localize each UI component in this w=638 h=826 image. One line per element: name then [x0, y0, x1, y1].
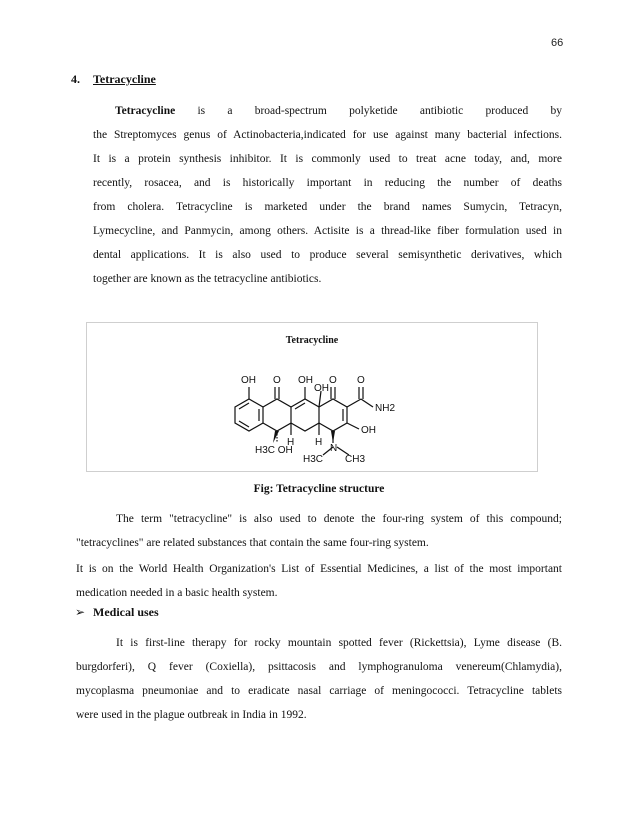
section-title: Tetracycline [93, 72, 156, 86]
intro-line: It is a protein synthesis inhibitor. It is commonly used to treat acne today, and, more [93, 153, 562, 165]
label-h3c-oh: H3C OH [255, 445, 293, 456]
label-o: O [357, 375, 365, 386]
intro-line: together are known as the tetracycline antibiotics. [93, 273, 322, 285]
term-paragraph [76, 507, 562, 555]
medical-uses-line: It is first-line therapy for rocky mountain spotted fever (Rickettsia), Lyme disease (B. [116, 637, 562, 649]
figure-title: Tetracycline [285, 335, 339, 346]
medical-uses-title: Medical uses [93, 605, 159, 619]
label-n: N [330, 443, 338, 454]
medical-uses-heading [75, 605, 159, 620]
label-ch3: CH3 [345, 454, 366, 465]
intro-line: Lymecycline, and Panmycin, among others. Actisite is a thread-like fiber formulation used in [93, 225, 562, 237]
label-h3c: H3C [303, 454, 324, 465]
medical-uses-line: burgdorferi), Q fever (Coxiella), psittacosis and lymphogranuloma venereum(Chlamydia), [76, 661, 562, 673]
intro-line-1-text: is a broad-spectrum polyketide antibiotic produced by [175, 105, 562, 117]
term-line: The term "tetracycline" is also used to denote the four-ring system of this compound; [116, 513, 562, 525]
intro-paragraph [93, 99, 562, 291]
term-line: "tetracyclines" are related substances that contain the same four-ring system. [76, 537, 429, 549]
who-line: It is on the World Health Organization's List of Essential Medicines, a list of the most important [76, 563, 562, 575]
figure-caption: Fig: Tetracycline structure [253, 483, 385, 495]
who-line: medication needed in a basic health system. [76, 587, 278, 599]
label-nh2: NH2 [375, 403, 396, 414]
label-h: H [315, 437, 323, 448]
label-oh: OH [314, 383, 329, 394]
label-oh: OH [361, 425, 376, 436]
label-o: O [273, 375, 281, 386]
tetracycline-term: Tetracycline [115, 105, 176, 117]
label-oh: OH [241, 375, 256, 386]
arrow-bullet-icon: ➢ [75, 605, 86, 619]
medical-uses-paragraph [76, 631, 562, 727]
label-h: H [287, 437, 295, 448]
medical-uses-line: were used in the plague outbreak in India in 1992. [76, 709, 307, 721]
tetracycline-structure-diagram [227, 365, 417, 465]
who-paragraph [76, 557, 562, 605]
label-o: O [329, 375, 337, 386]
intro-line: dental applications. It is also used to produce several semisynthetic derivatives, which [93, 249, 562, 261]
figure-box [86, 322, 538, 472]
page-number: 66 [551, 37, 564, 49]
section-heading [71, 72, 156, 87]
intro-line: from cholera. Tetracycline is marketed under the brand names Sumycin, Tetracyn, [93, 201, 562, 213]
intro-line: the Streptomyces genus of Actinobacteria,indicated for use against many bacterial infections. [93, 129, 562, 141]
section-number: 4. [71, 72, 80, 86]
medical-uses-line: mycoplasma pneumoniae and to eradicate nasal carriage of meningococci. Tetracycline tablets [76, 685, 562, 697]
intro-line-1 [93, 99, 562, 123]
intro-line: recently, rosacea, and is historically important in reducing the number of deaths [93, 177, 562, 189]
label-oh: OH [298, 375, 313, 386]
